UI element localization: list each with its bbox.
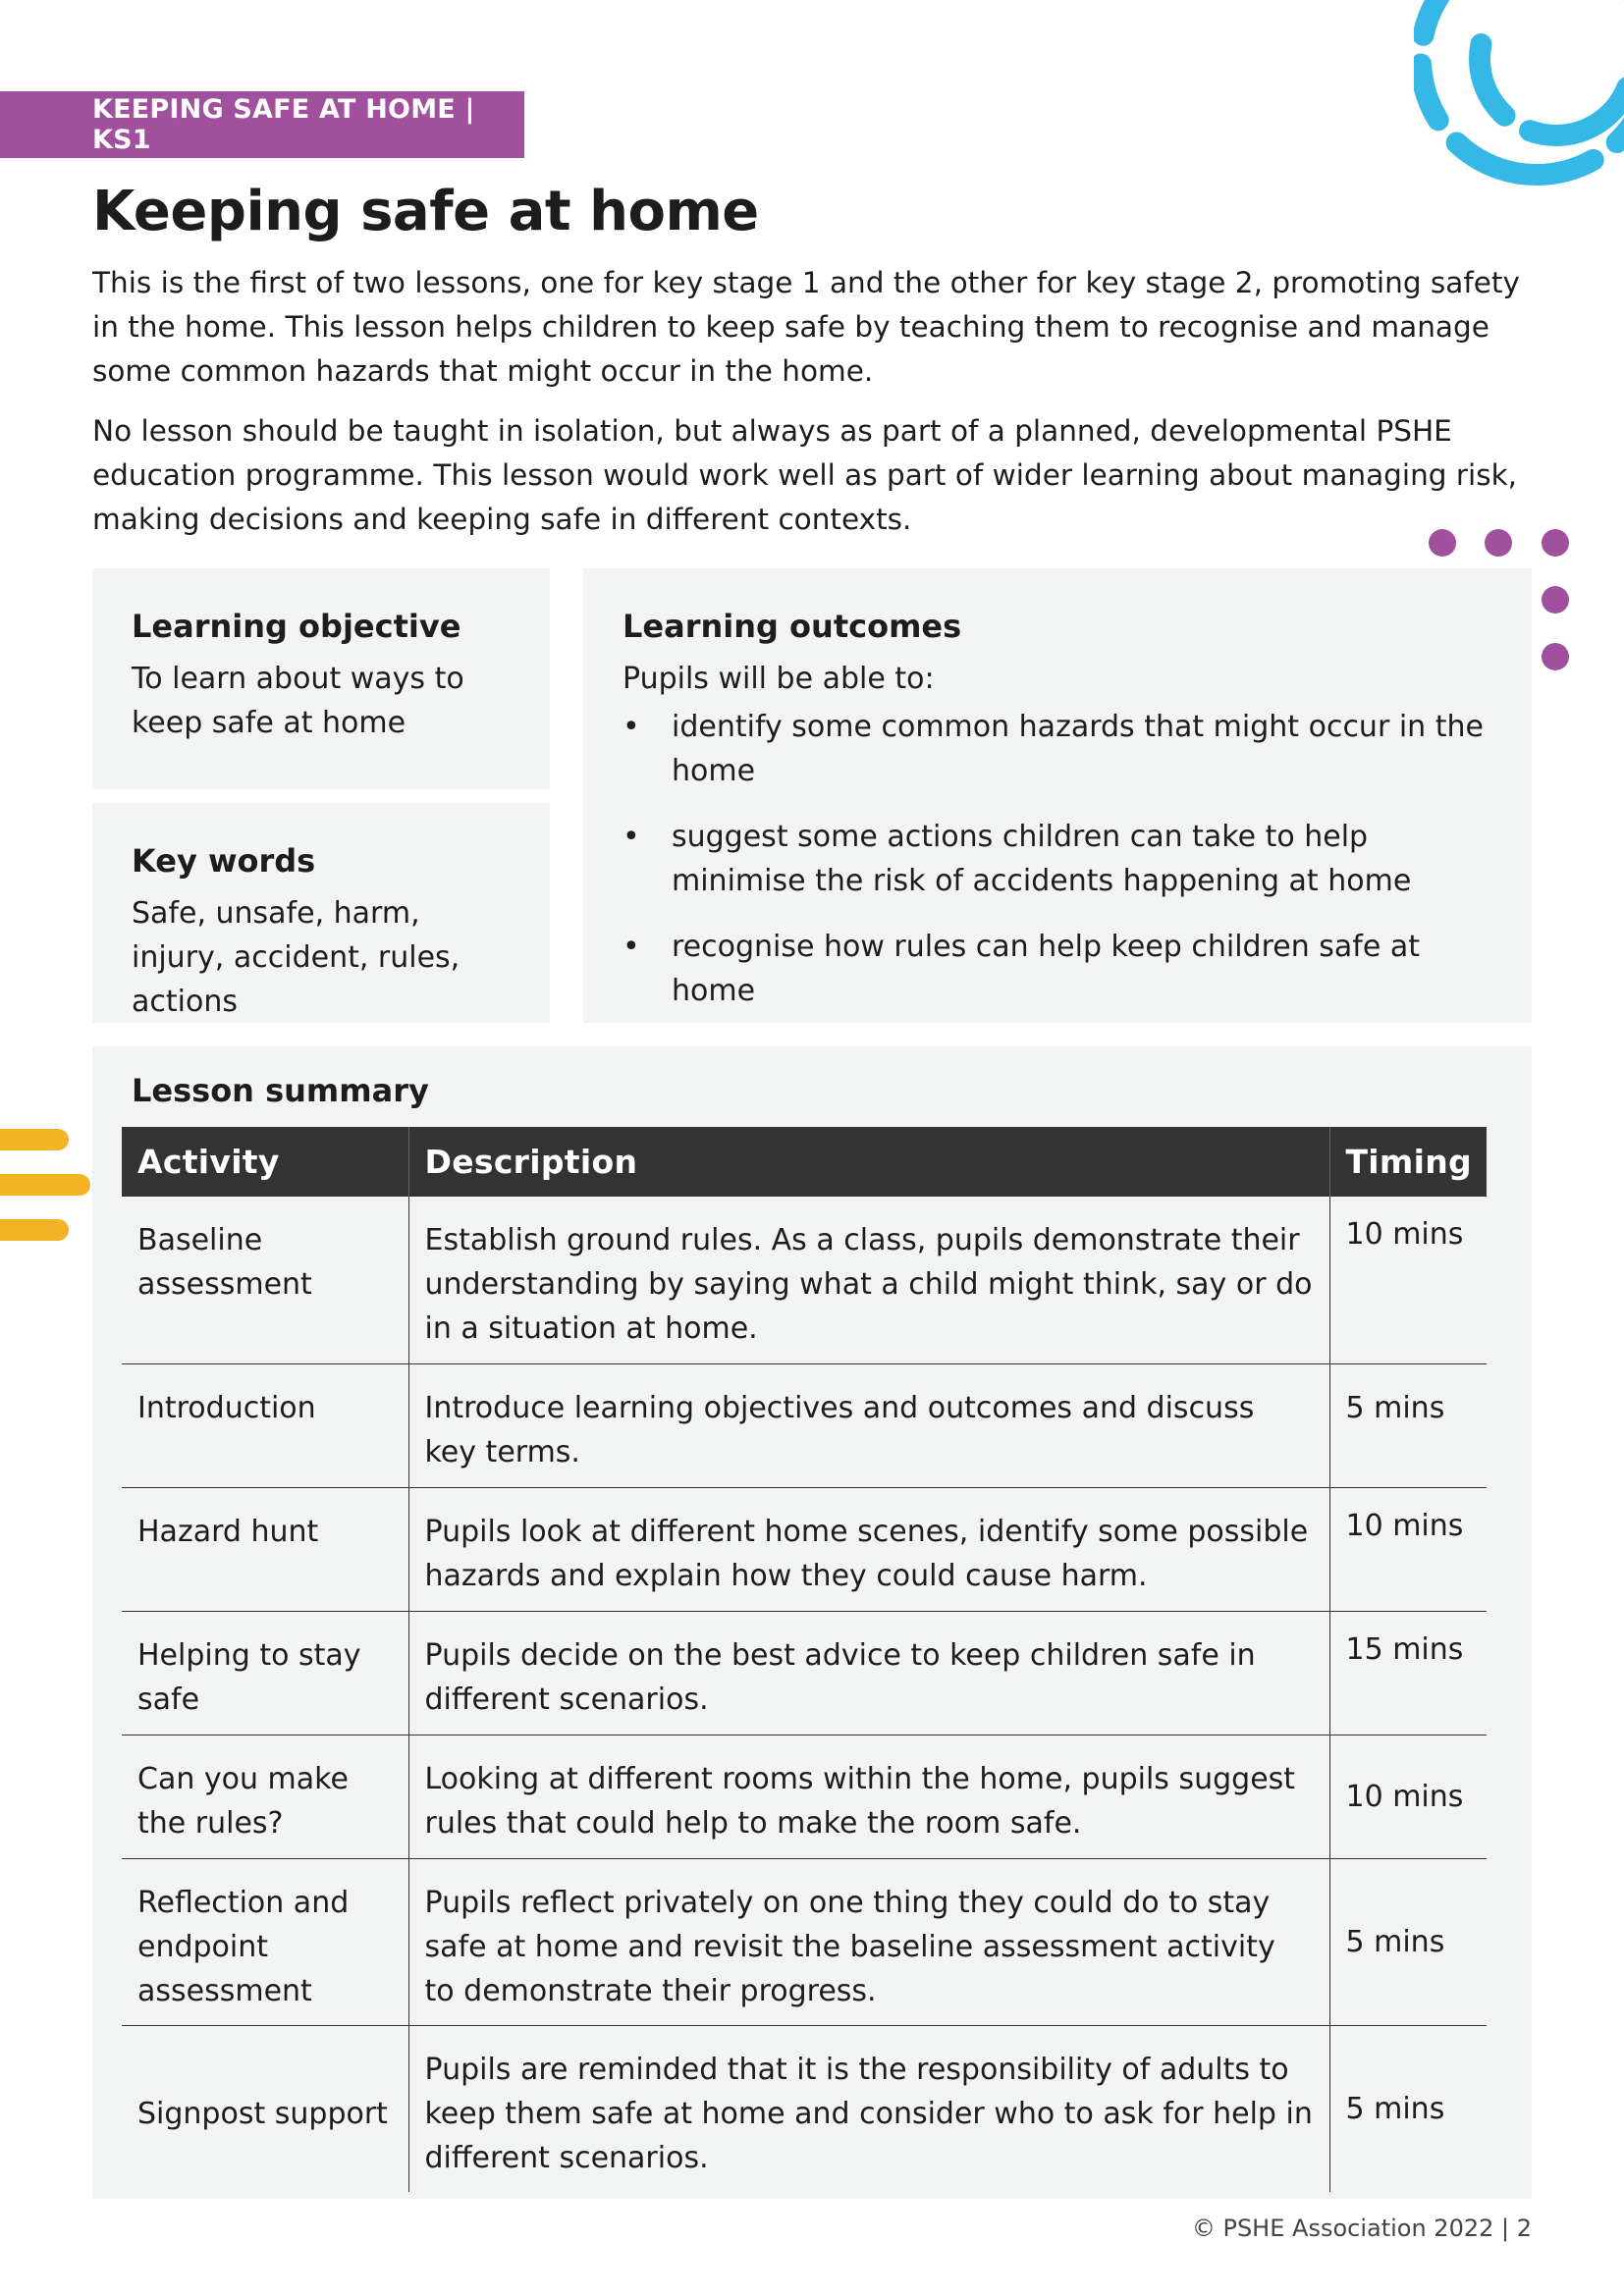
learning-objective-text: To learn about ways to keep safe at home [132,662,464,740]
activity-cell: Helping to stay safe [122,1611,408,1735]
activity-cell: Can you make the rules? [122,1735,408,1858]
timing-cell: 10 mins [1329,1197,1487,1363]
description-cell: Looking at different rooms within the home, pupils suggest rules that could help to make the room safe. [408,1735,1329,1858]
learning-outcomes-list [623,705,1492,1013]
description-cell: Pupils are reminded that it is the responsibility of adults to keep them safe at home and consider who to ask for help in different scenarios. [408,2025,1329,2192]
table-row [122,1363,1487,1487]
bullet-icon: • [623,930,640,964]
learning-outcomes-intro: Pupils will be able to: [623,662,935,696]
description-cell: Pupils decide on the best advice to keep children safe in different scenarios. [408,1611,1329,1735]
column-header-activity: Activity [122,1127,408,1197]
lesson-summary-panel [92,1046,1532,2199]
list-item [623,815,1492,903]
timing-cell: 10 mins [1329,1487,1487,1611]
activity-cell: Introduction [122,1363,408,1487]
table-row [122,1611,1487,1735]
learning-outcomes-heading: Learning outcomes [623,608,962,645]
bullet-icon: • [623,710,640,744]
column-header-timing: Timing [1329,1127,1487,1197]
intro-paragraph-1: This is the first of two lessons, one for key stage 1 and the other for key stage 2, promoting safety in the home. This lesson helps children to keep safe by teaching them to recognise and manage some common hazards that might occur in the home. [92,266,1520,388]
learning-objective-panel [92,568,550,789]
page-title: Keeping safe at home [92,180,759,243]
outcome-text: recognise how rules can help keep children safe at home [672,930,1420,1008]
description-cell: Pupils look at different home scenes, identify some possible hazards and explain how they could cause harm. [408,1487,1329,1611]
table-row [122,2025,1487,2192]
table-row [122,1197,1487,1363]
table-row [122,1858,1487,2025]
table-header-row [122,1127,1487,1197]
table-row [122,1487,1487,1611]
blue-circle-decoration [1414,0,1624,211]
outcome-text: identify some common hazards that might occur in the home [672,710,1484,788]
learning-objective-heading: Learning objective [132,608,461,645]
table-row [122,1735,1487,1858]
description-cell: Establish ground rules. As a class, pupils demonstrate their understanding by saying what a child might think, say or do in a situation at home. [408,1197,1329,1363]
timing-cell: 5 mins [1329,1858,1487,2025]
intro-paragraph-2: No lesson should be taught in isolation, but always as part of a planned, developmental PSHE education programme. This lesson would work well as part of wider learning about managing risk, making decisions and keeping safe in different contexts. [92,414,1518,536]
list-item [623,925,1492,1013]
bullet-icon: • [623,820,640,854]
activity-cell: Baseline assessment [122,1197,408,1363]
section-tag: KEEPING SAFE AT HOME | KS1 [0,91,524,158]
description-cell: Pupils reflect privately on one thing they could do to stay safe at home and revisit the baseline assessment activity to demonstrate their progress. [408,1858,1329,2025]
intro-text [92,261,1526,558]
timing-cell: 10 mins [1329,1735,1487,1858]
page-footer: © PSHE Association 2022 | 2 [1191,2215,1532,2242]
list-item [623,705,1492,793]
learning-outcomes-panel [583,568,1532,1023]
activity-cell: Reflection and endpoint assessment [122,1858,408,2025]
yellow-stripes-decoration [0,1127,94,1243]
key-words-text: Safe, unsafe, harm, injury, accident, rules, actions [132,896,460,1019]
timing-cell: 15 mins [1329,1611,1487,1735]
key-words-heading: Key words [132,842,316,880]
column-header-description: Description [408,1127,1329,1197]
activity-cell: Signpost support [137,2096,388,2131]
timing-cell: 5 mins [1329,2025,1487,2192]
description-cell: Introduce learning objectives and outcomes and discuss key terms. [408,1363,1329,1487]
lesson-summary-table [122,1127,1487,2192]
lesson-summary-heading: Lesson summary [132,1072,429,1109]
activity-cell: Hazard hunt [122,1487,408,1611]
timing-cell: 5 mins [1329,1363,1487,1487]
outcome-text: suggest some actions children can take to help minimise the risk of accidents happening at home [672,820,1412,898]
key-words-panel [92,803,550,1023]
